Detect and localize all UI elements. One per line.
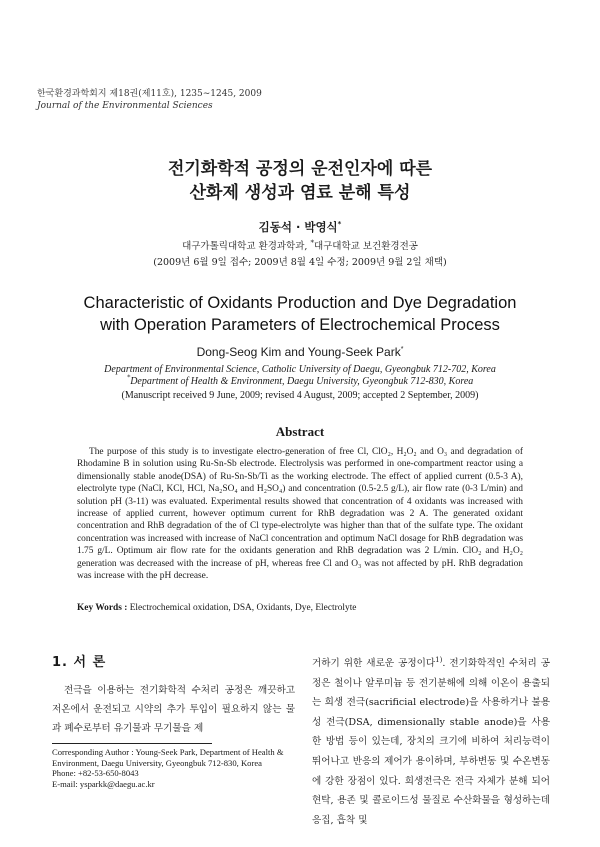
korean-authors (0, 219, 600, 235)
keywords-label: Key Words : (77, 603, 128, 613)
english-authors (0, 345, 600, 359)
english-dates: (Manuscript received 9 June, 2009; revised 4 August, 2009; accepted 2 September, 2009) (121, 390, 479, 401)
footnote-author: Corresponding Author : Young-Seek Park, Department of Health & Environment, Daegu University, Gyeongbuk 712-830, Korea (52, 747, 284, 768)
introduction-right-column (312, 654, 550, 830)
korean-title-line1: 전기화학적 공정의 운전인자에 따른 (167, 159, 433, 179)
right-text-part2: . 전기화학적인 수처리 공정은 철이나 알루미늄 등 전기분해에 의해 이온이 용출되는 희생 전극(sacrificial electrode)을 사용하거나 불용성 전극(DSA, dimensionally stable anode)을 사용한 방법 등이 있는데, 장치의 크기에 비하여 처리능력이 뛰어나고 반응의 제어가 용이하며, 부하변동 및 수온변동에 강한 장점이 있다. 희생전극은 전극 자체가 분해 되어 현탁, 용존 및 콜로이드성 물질로 수산화물을 형성하는데 응집, 흡착 및 (312, 658, 551, 826)
korean-title (0, 157, 600, 205)
korean-affiliation-1: 대구가톨릭대학교 환경과학과, (182, 241, 311, 252)
english-title-line1: Characteristic of Oxidants Production and Dye Degradation (83, 294, 517, 312)
section-heading-introduction: 1. 서 론 (52, 655, 107, 670)
corresponding-author-footnote (52, 747, 295, 789)
keywords-list: Electrochemical oxidation, DSA, Oxidants, Dye, Electrolyte (127, 603, 357, 613)
journal-name-english: Journal of the Environmental Sciences (37, 101, 213, 111)
abstract-body: The purpose of this study is to investigate electro-generation of free Cl, ClO₂, H₂O₂ and O₃ and degradation of Rhodamine B in solution using Ru-Sn-Sb electrode. Electrolysis was performed in one-compartment reactor using a dimensionally stable anode(DSA) of Ru-Sn-Sb/Ti as the working electrode. The effect of applied current (0.5-3 A), electrolyte type (NaCl, KCl, HCl, Na₂SO₄ and H₂SO₄) and concentration (0.5-2.5 g/L), air flow rate (0-3 L/min) and solution pH (3-11) was evaluated. Experimental results showed that concentration of 4 oxidants was increased with increase of applied current, however optimum current for RhB degradation was 2 A. The generated oxidant concentration and RhB degradation of the of Cl type-electrolyte was higher than that of the sulfate type. The oxidant concentration was increased with increase of NaCl concentration and optimum NaCl dosage for RhB degradation was 1.75 g/L. Optimum air flow rate for the oxidants generation and RhB degradation was 2 L/min. ClO₂ and H₂O₂ generation was decreased with the increase of pH, whereas free Cl and O₃ was not affected by pH. RhB degradation was increase with the pH decrease. (77, 447, 523, 582)
footnote-email: E-mail: ysparkk@daegu.ac.kr (52, 778, 155, 789)
english-title (0, 292, 600, 336)
english-affiliations (0, 364, 600, 388)
english-affiliation-2: Department of Health & Environment, Daegu University, Gyeongbuk 712-830, Korea (130, 376, 474, 387)
journal-header (37, 88, 262, 112)
korean-dates: (2009년 6월 9일 접수; 2009년 8월 4일 수정; 2009년 9월 2일 채택) (153, 257, 447, 268)
corresponding-mark: * (337, 220, 342, 229)
english-title-line2: with Operation Parameters of Electrochemical Process (100, 316, 500, 334)
abstract-heading: Abstract (275, 424, 325, 439)
right-text-part1: 거하기 위한 새로운 공정이다 (312, 658, 436, 669)
affiliation-mark: * (310, 238, 314, 247)
english-author-names: Dong-Seog Kim and Young-Seek Park (196, 345, 401, 359)
english-affiliation-mark: * (126, 373, 131, 382)
english-affiliation-1: Department of Environmental Science, Catholic University of Daegu, Gyeongbuk 712-702, Korea (104, 364, 496, 375)
korean-affiliations (0, 238, 600, 252)
korean-title-line2: 산화제 생성과 염료 분해 특성 (189, 183, 411, 203)
english-corresponding-mark: * (400, 346, 404, 353)
journal-citation-korean: 한국환경과학회지 제18권(제11호), 1235∼1245, 2009 (37, 89, 262, 99)
korean-author-names: 김동석 · 박영식 (258, 220, 338, 234)
korean-affiliation-2: 대구대학교 보건환경전공 (313, 241, 418, 252)
keywords (77, 603, 523, 613)
reference-1: 1) (435, 655, 443, 664)
introduction-left-column: 전극을 이용하는 전기화학적 수처리 공정은 깨끗하고 저온에서 운전되고 시약의 추가 투입이 필요하지 않는 물과 폐수로부터 유기물과 무기물을 제 (52, 685, 295, 734)
english-affiliation-2-line (0, 373, 600, 388)
footnote-phone: Phone: +82-53-650-8043 (52, 768, 139, 779)
footnote-divider (52, 743, 212, 744)
